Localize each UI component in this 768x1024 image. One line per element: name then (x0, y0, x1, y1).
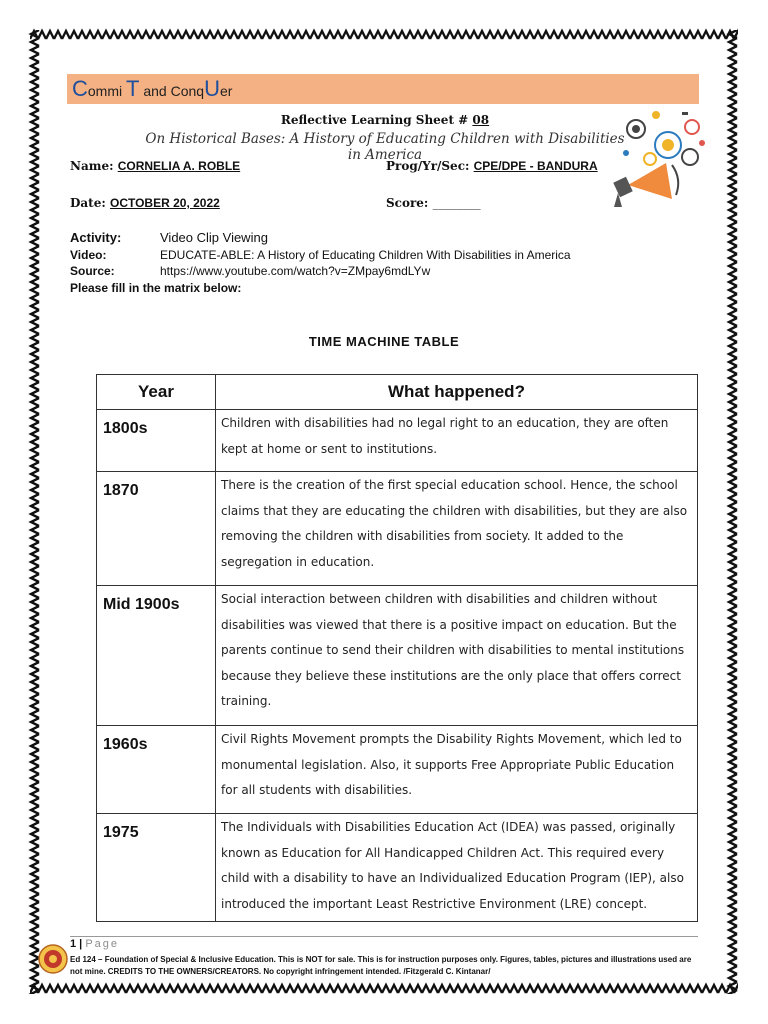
column-header-what-happened: What happened? (216, 375, 698, 410)
activity-label: Activity: (70, 230, 122, 245)
brand-text (72, 76, 232, 102)
table-row (97, 814, 698, 922)
video-value: EDUCATE-ABLE: A History of Educating Children With Disabilities in America (160, 248, 571, 262)
prog-label: Prog/Yr/Sec: (386, 159, 470, 173)
score-value: ________ (432, 196, 481, 210)
page-border-bottom (30, 982, 738, 996)
video-line (70, 248, 571, 262)
row-year: 1975 (97, 814, 216, 922)
date-field (70, 196, 220, 210)
score-field (386, 196, 481, 210)
page-separator: | (76, 938, 86, 950)
page-border-top (30, 28, 738, 42)
sheet-title (180, 113, 590, 127)
instruction-text: Please fill in the matrix below: (70, 281, 242, 295)
page-number-value: 1 (70, 938, 77, 950)
row-description: There is the creation of the first special education school. Hence, the school claims that they are educating the children with disabilities, but they are also removing the children with disabilities from society. It added to the segregation in education. (216, 472, 698, 586)
header-banner (67, 74, 699, 104)
brand-part-1: ommi (87, 83, 127, 99)
score-label: Score: (386, 196, 429, 210)
column-header-year: Year (97, 375, 216, 410)
activity-value: Video Clip Viewing (160, 230, 268, 245)
table-title: TIME MACHINE TABLE (308, 334, 460, 349)
prog-value: CPE/DPE - BANDURA (473, 159, 598, 173)
brand-part-2: and Conq (139, 83, 205, 99)
sheet-number: 08 (472, 113, 490, 127)
table-row (97, 472, 698, 586)
row-description: The Individuals with Disabilities Education Act (IDEA) was passed, originally known as Education for All Handicapped Children Act. This required every child with a disability to have an Individualized Education Program (IEP), also introduced the important Least Restrictive Environment (LRE) concept. (216, 814, 698, 922)
sheet-subtitle: On Historical Bases: A History of Educating Children with Disabilities in America (145, 131, 625, 163)
source-label: Source: (70, 264, 115, 278)
row-year: 1870 (97, 472, 216, 586)
row-year: Mid 1900s (97, 586, 216, 726)
row-description: Children with disabilities had no legal right to an education, they are often kept at home or sent to institutions. (216, 410, 698, 472)
time-machine-table (96, 374, 698, 922)
row-year: 1800s (97, 410, 216, 472)
brand-letter-c: C (72, 76, 88, 101)
row-year: 1960s (97, 726, 216, 814)
date-value: OCTOBER 20, 2022 (109, 196, 220, 210)
brand-letter-t: T (126, 76, 140, 101)
name-value: CORNELIA A. ROBLE (117, 159, 241, 173)
page-border-left (28, 30, 42, 994)
date-label: Date: (70, 196, 106, 210)
megaphone-gears-icon (606, 107, 716, 211)
footer-divider (70, 936, 698, 937)
activity-line (70, 230, 268, 245)
table-header-row (97, 375, 698, 410)
footer-disclaimer: Ed 124 – Foundation of Special & Inclusive Education. This is NOT for sale. This is for instruction purposes only. Figures, tables, pictures and illustrations used are not mine. CREDITS TO THE OWNERS/CREATORS. No copyright infringement intended. /Fitzgerald C. Kintanar/ (70, 955, 692, 976)
source-line (70, 264, 430, 278)
table-row (97, 726, 698, 814)
row-description: Social interaction between children with disabilities and children without disabilities was viewed that there is a positive impact on education. But the parents continue to send their children with disabilities to mental institutions because they believe these institutions are the only place that offers correct training. (216, 586, 698, 726)
page-border-right (726, 30, 740, 994)
source-value: https://www.youtube.com/watch?v=ZMpay6mdLYw (160, 264, 431, 278)
table-row (97, 410, 698, 472)
brand-part-3: er (219, 83, 233, 99)
sheet-title-prefix: Reflective Learning Sheet # (280, 113, 473, 127)
school-seal-icon (38, 944, 68, 974)
row-description: Civil Rights Movement prompts the Disability Rights Movement, which led to monumental legislation. Also, it supports Free Appropriate Public Education for all students with disabilities. (216, 726, 698, 814)
name-label: Name: (70, 159, 114, 173)
name-field (70, 159, 240, 173)
table-row (97, 586, 698, 726)
page-word: Page (85, 938, 120, 950)
page-number (70, 938, 119, 950)
video-label: Video: (70, 248, 107, 262)
prog-field (386, 159, 598, 173)
brand-letter-u: U (204, 76, 220, 101)
